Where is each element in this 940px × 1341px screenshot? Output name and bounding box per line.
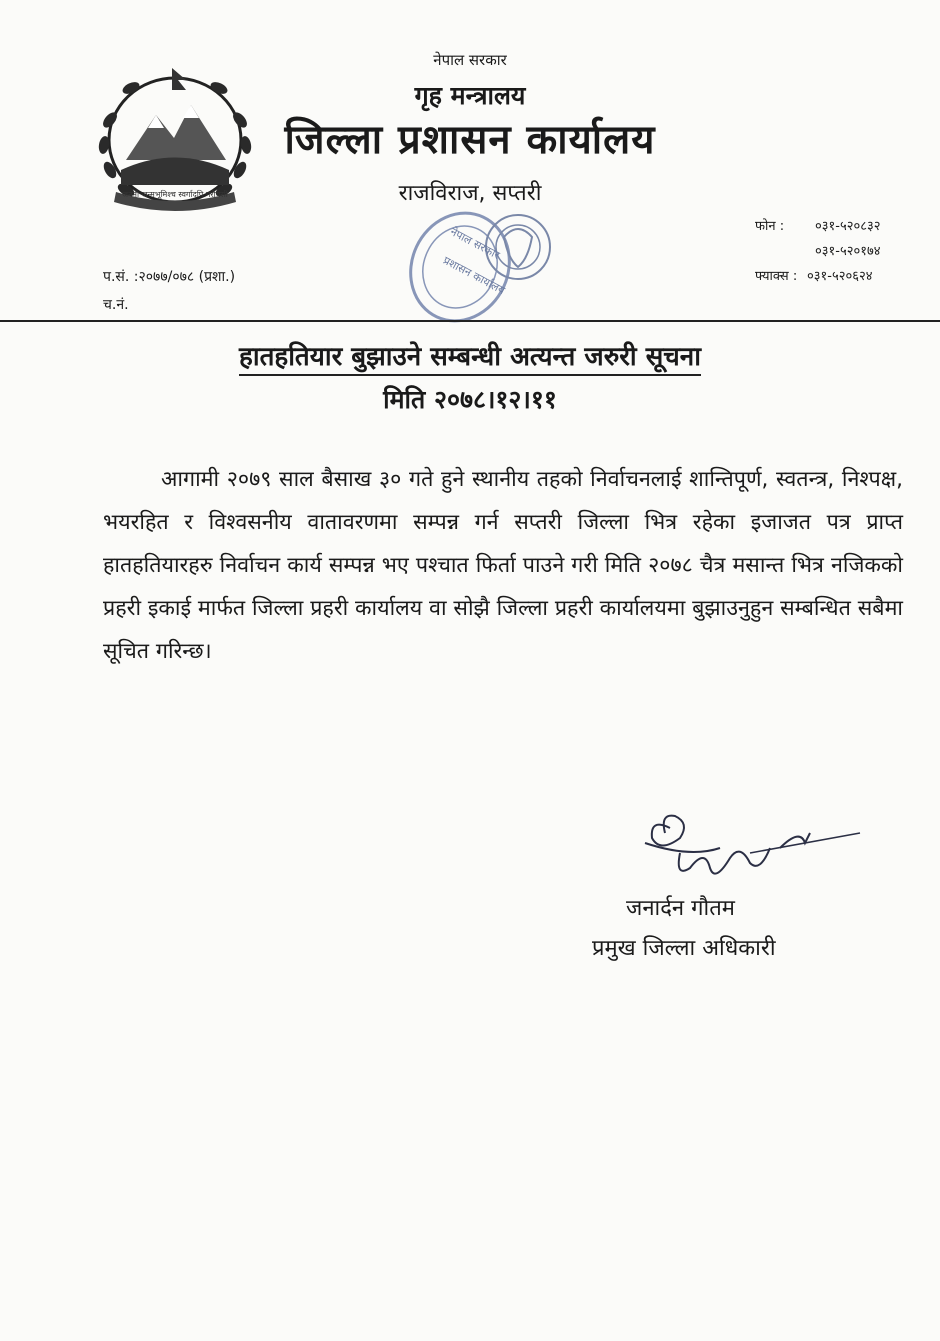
dispatch-number: च.नं. bbox=[103, 297, 129, 313]
signature-icon bbox=[630, 808, 870, 898]
signatory-name: जनार्दन गौतम bbox=[626, 896, 735, 921]
stamp-text-line2: प्रशासन कार्यालय bbox=[440, 253, 508, 298]
reference-number: प.सं. :२०७७/०७८ (प्रशा.) bbox=[103, 269, 236, 285]
fax-label: फ्याक्स : bbox=[755, 269, 798, 284]
government-name: नेपाल सरकार bbox=[433, 51, 507, 69]
ministry-name: गृह मन्त्रालय bbox=[414, 81, 526, 110]
notice-body: आगामी २०७९ साल बैसाख ३० गते हुने स्थानीय तहको निर्वाचनलाई शान्तिपूर्ण, स्वतन्त्र, निश्पक्ष, भयरहित र विश्वसनीय वातावरणमा सम्पन्न गर्न सप्तरी जिल्ला भित्र रहेका इजाजत पत्र प्राप्त हातहतियारहरु निर्वाचन कार्य सम्पन्न भए पश्चात फिर्ता पाउने गरी मिति २०७८ चैत्र मसान्त भित्र नजिकको प्रहरी इकाई मार्फत जिल्ला प्रहरी कार्यालय वा सोझै जिल्ला प्रहरी कार्यालयमा बुझाउनुहुन सम्बन्धित सबैमा सूचित गरिन्छ। bbox=[103, 467, 903, 664]
signatory-title: प्रमुख जिल्ला अधिकारी bbox=[592, 936, 776, 961]
header-divider bbox=[0, 320, 940, 322]
phone-label: फोन : bbox=[755, 219, 785, 234]
notice-title bbox=[0, 337, 940, 373]
phone-number-1: ०३१-५२०८३२ bbox=[815, 219, 881, 234]
emblem-motto: जननी जन्मभूमिश्च स्वर्गादपि गरीयसी bbox=[122, 190, 228, 199]
phone-number-2: ०३१-५२०१७४ bbox=[815, 244, 881, 259]
office-location: राजविराज, सप्तरी bbox=[398, 181, 542, 206]
stamp-text-line1: नेपाल सरकार bbox=[448, 225, 502, 262]
notice-title-text: हातहतियार बुझाउने सम्बन्धी अत्यन्त जरुरी सूचना bbox=[239, 342, 701, 376]
notice-date: मिति २०७८।१२।११ bbox=[383, 385, 557, 414]
office-stamp-icon bbox=[400, 197, 570, 332]
fax-number: ०३१-५२०६२४ bbox=[807, 269, 873, 284]
office-name: जिल्ला प्रशासन कार्यालय bbox=[284, 117, 656, 163]
